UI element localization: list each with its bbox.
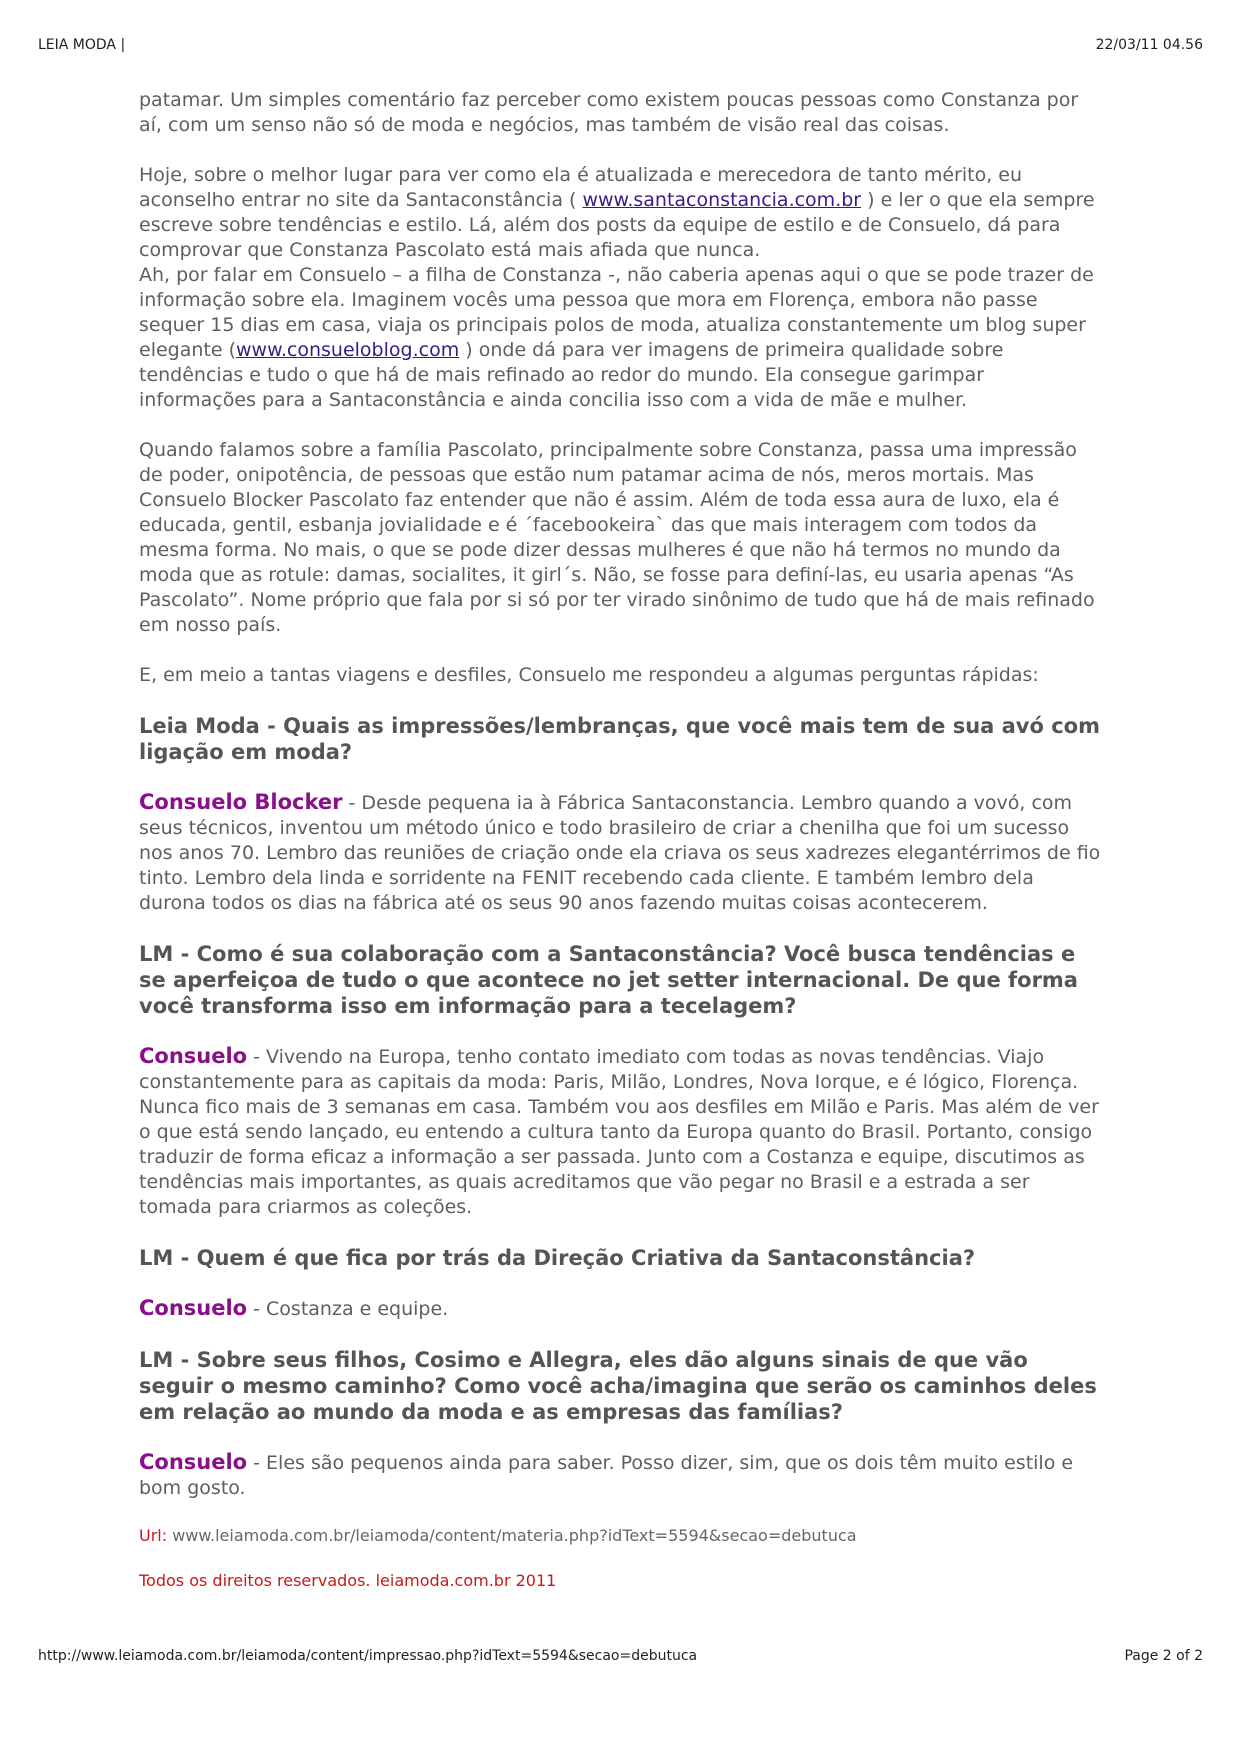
interview-item-1 [139,713,1104,916]
answer-text: - Vivendo na Europa, tenho contato imediato com todas as novas tendências. Viajo constantemente para as capitais da moda: Paris, Milão, Londres, Nova Iorque, e é lógico, Florença. Nunca fico mais de 3 semanas em casa. Também vou aos desfiles em Milão e Paris. Mas além de ver o que está sendo lançado, eu entendo a cultura tanto da Europa quanto do Brasil. Portanto, consigo traduzir de forma eficaz a informação a ser passada. Junto com a Costanza e equipe, discutimos as tendências mais importantes, as quais acreditamos que vão pegar no Brasil e a estrada a ser tomada para criarmos as coleções. [139,1046,1099,1218]
interview-question: LM - Quem é que fica por trás da Direção Criativa da Santaconstância? [139,1246,976,1270]
answer-text: - Desde pequena ia à Fábrica Santaconstancia. Lembro quando a vovó, com seus técnicos, inventou um método único e todo brasileiro de criar a chenilha que foi um sucesso nos anos 70. Lembro das reuniões de criação onde ela criava os seus xadrezes elegantérrimos de fio tinto. Lembro dela linda e sorridente na FENIT recebendo cada cliente. E também lembro dela durona todos os dias na fábrica até os seus 90 anos fazendo muitas coisas acontecerem. [139,792,1101,914]
url-value: www.leiamoda.com.br/leiamoda/content/materia.php?idText=5594&secao=debutuca [167,1526,857,1545]
speaker-name: Consuelo [139,1044,248,1068]
paragraph-2-text-b: ) e ler o que ela sempre escreve sobre tendências e estilo. Lá, além dos posts da equipe de estilo e de Consuelo, dá para comprovar que Constanza Pascolato está mais afiada que nunca. [139,189,1095,261]
answer-text: - Eles são pequenos ainda para saber. Posso dizer, sim, que os dois têm muito estilo e bom gosto. [139,1452,1074,1499]
interview-answer [139,1296,1104,1322]
interview-question: LM - Como é sua colaboração com a Santaconstância? Você busca tendências e se aperfeiçoa de tudo o que acontece no jet setter internacional. De que forma você transforma isso em informação para a tecelagem? [139,942,1078,1018]
source-url [139,1526,1104,1546]
interview-answer [139,1450,1104,1501]
interview-answer [139,790,1104,916]
paragraph-2-text-a: Hoje, sobre o melhor lugar para ver como ela é atualizada e merecedora de tanto mérito, eu aconselho entrar no site da Santaconstância ( [139,164,1023,211]
paragraph-2 [139,163,1104,263]
speaker-name: Consuelo [139,1296,248,1320]
interview-item-2 [139,941,1104,1220]
interview-answer [139,1044,1104,1220]
paragraph-3 [139,263,1104,413]
santaconstancia-link[interactable]: www.santaconstancia.com.br [582,189,862,211]
paragraph-5: E, em meio a tantas viagens e desfiles, Consuelo me respondeu a algumas perguntas rápidas: [139,664,1039,686]
interview-question: Leia Moda - Quais as impressões/lembranças, que você mais tem de sua avó com ligação em moda? [139,714,1100,764]
paragraph-3-text-a: Ah, por falar em Consuelo – a filha de Constanza -, não caberia apenas aqui o que se pode trazer de informação sobre ela. Imaginem vocês uma pessoa que mora em Florença, embora não passe sequer 15 dias em casa, viaja os principais polos de moda, atualiza constantemente um blog super elegante ( [139,264,1094,361]
paragraph-4: Quando falamos sobre a família Pascolato, principalmente sobre Constanza, passa uma impressão de poder, onipotência, de pessoas que estão num patamar acima de nós, meros mortais. Mas Consuelo Blocker Pascolato faz entender que não é assim. Além de toda essa aura de luxo, ela é educada, gentil, esbanja jovialidade e é ´facebookeira` das que mais interagem com todos da mesma forma. No mais, o que se pode dizer dessas mulheres é que não há termos no mundo da moda que as rotule: damas, socialites, it girl´s. Não, se fosse para definí-las, eu usaria apenas “As Pascolato”. Nome próprio que fala por si só por ter virado sinônimo de tudo que há de mais refinado em nosso país. [139,439,1095,636]
print-footer-url: http://www.leiamoda.com.br/leiamoda/content/impressao.php?idText=5594&secao=debutuca [38,1648,698,1664]
speaker-name: Consuelo Blocker [139,790,343,814]
paragraph-1: patamar. Um simples comentário faz perceber como existem poucas pessoas como Constanza por aí, com um senso não só de moda e negócios, mas também de visão real das coisas. [139,89,1079,136]
answer-text: - Costanza e equipe. [247,1298,449,1320]
print-header-title: LEIA MODA | [38,37,126,53]
paragraph-3-text-b: ) onde dá para ver imagens de primeira qualidade sobre tendências e tudo o que há de mais refinado ao redor do mundo. Ela consegue garimpar informações para a Santaconstância e ainda concilia isso com a vida de mãe e mulher. [139,339,1004,411]
copyright-notice: Todos os direitos reservados. leiamoda.com.br 2011 [139,1571,557,1590]
interview-item-3 [139,1245,1104,1322]
speaker-name: Consuelo [139,1450,248,1474]
url-label: Url: [139,1526,168,1545]
article-body [139,88,1104,1616]
print-header-date: 22/03/11 04.56 [1095,37,1203,53]
consueloblog-link[interactable]: www.consueloblog.com [236,339,460,361]
interview-item-4 [139,1347,1104,1501]
interview-question: LM - Sobre seus filhos, Cosimo e Allegra, eles dão alguns sinais de que vão seguir o mesmo caminho? Como você acha/imagina que serão os caminhos deles em relação ao mundo da moda e as empresas das famílias? [139,1348,1097,1424]
print-footer-page: Page 2 of 2 [1124,1648,1203,1664]
